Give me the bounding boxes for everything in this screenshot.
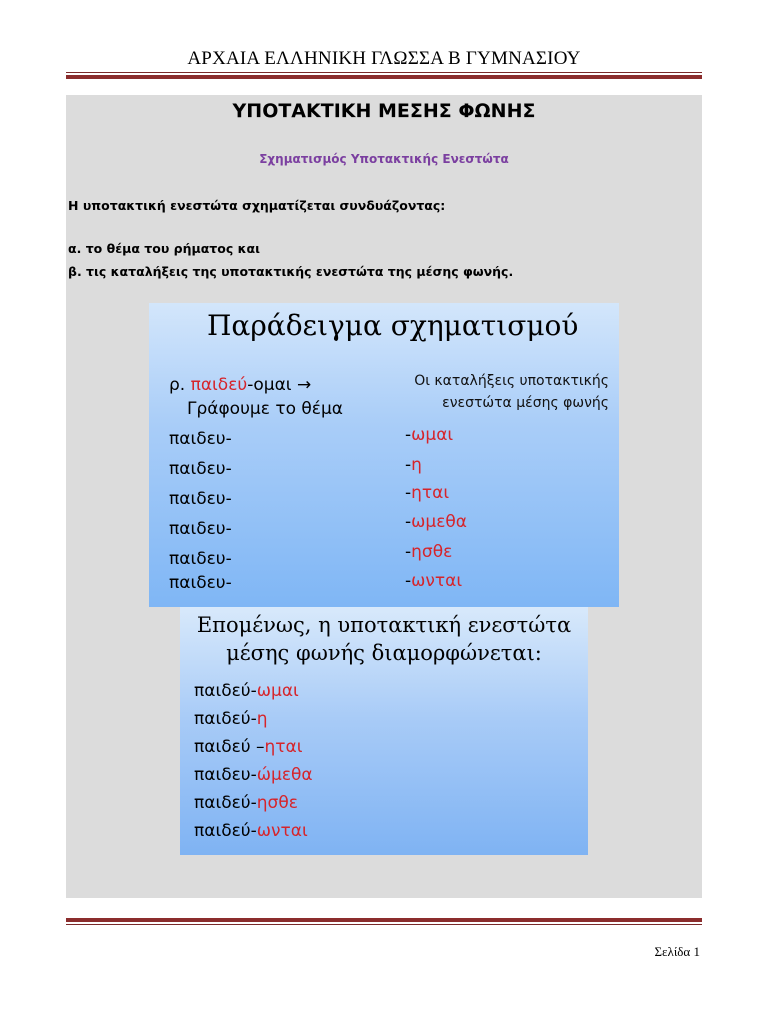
stem-row: παιδευ-	[169, 459, 232, 479]
ending-row: -ωμεθα	[405, 512, 467, 532]
result-form-row: παιδεύ-ωμαι	[194, 681, 299, 701]
example-heading: Παράδειγμα σχηματισμού	[207, 309, 579, 342]
stem-note: Γράφουμε το θέμα	[187, 399, 343, 419]
page-number: Σελίδα 1	[654, 944, 700, 959]
endings-title-line1: Οι καταλήξεις υποτακτικής	[414, 373, 609, 389]
stem-row: παιδευ-	[169, 519, 232, 539]
result-heading-line1: Επομένως, η υποτακτική ενεστώτα	[196, 613, 572, 637]
stem-row: παιδευ-	[169, 549, 232, 569]
endings-title-line2: ενεστώτα μέσης φωνής	[442, 395, 609, 411]
result-heading-line2: μέσης φωνής διαμορφώνεται:	[226, 641, 542, 665]
verb-example	[169, 375, 311, 395]
arrow-icon: →	[296, 375, 312, 395]
document-header-title: ΑΡΧΑΙΑ ΕΛΛΗΝΙΚΗ ΓΛΩΣΣΑ Β ΓΥΜΝΑΣΙΟΥ	[187, 48, 581, 69]
verb-suffix: -ομαι	[247, 375, 292, 395]
stem-row: παιδευ-	[169, 573, 232, 593]
example-box	[149, 303, 619, 607]
result-form-row: παιδεύ –ηται	[194, 737, 303, 757]
page-title: ΥΠΟΤΑΚΤΙΚΗ ΜΕΣΗΣ ΦΩΝΗΣ	[232, 100, 536, 122]
result-box	[180, 607, 588, 855]
point-b-text: β. τις καταλήξεις της υποτακτικής ενεστώτα της μέσης φωνής.	[68, 264, 514, 279]
intro-text: Η υποτακτική ενεστώτα σχηματίζεται συνδυάζοντας:	[68, 198, 446, 213]
ending-row: -ωνται	[405, 571, 463, 591]
ending-row: -η	[405, 455, 422, 475]
header-rule	[66, 72, 702, 79]
ending-row: -ησθε	[405, 542, 453, 562]
result-form-row: παιδεύ-ησθε	[194, 793, 298, 813]
result-form-row: παιδεύ-η	[194, 709, 268, 729]
verb-prefix: ρ.	[169, 375, 191, 395]
result-form-row: παιδεύ-ωνται	[194, 821, 308, 841]
footer-rule	[66, 918, 702, 925]
section-subtitle: Σχηματισμός Υποτακτικής Ενεστώτα	[259, 152, 509, 166]
ending-row: -ηται	[405, 483, 450, 503]
verb-stem: παιδεύ	[190, 375, 248, 395]
stem-row: παιδευ-	[169, 429, 232, 449]
ending-row: -ωμαι	[405, 425, 454, 445]
stem-row: παιδευ-	[169, 489, 232, 509]
result-form-row: παιδευ-ώμεθα	[194, 765, 313, 785]
point-a-text: α. το θέμα του ρήματος και	[68, 241, 260, 256]
